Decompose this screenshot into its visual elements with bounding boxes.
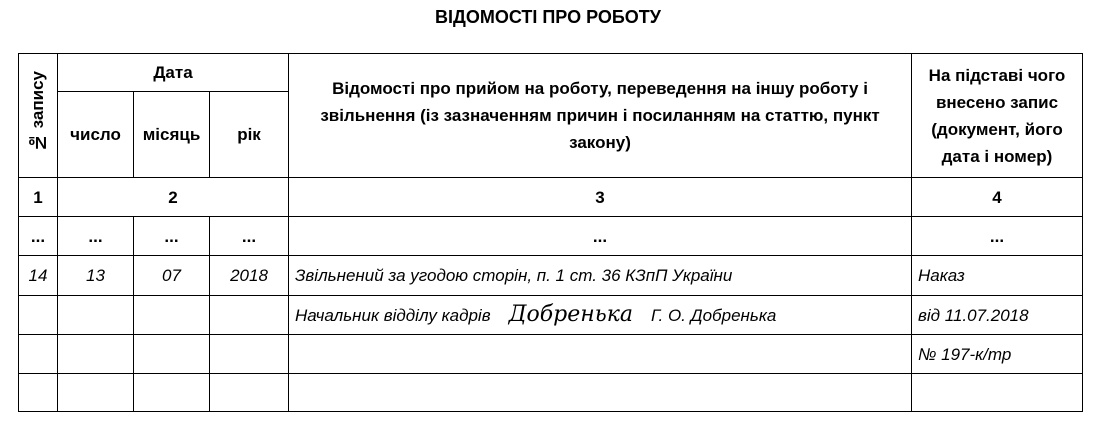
empty-cell: [58, 335, 134, 374]
entry-year: 2018: [210, 256, 289, 296]
ellipsis-cell: ...: [19, 217, 58, 256]
signer-name: Г. О. Добренька: [650, 306, 777, 325]
empty-cell: [210, 296, 289, 335]
empty-cell: [19, 335, 58, 374]
table-row: [19, 296, 1083, 335]
basis-date: від 11.07.2018: [912, 296, 1083, 335]
entry-details: Звільнений за угодою сторін, п. 1 ст. 36 КЗпП України: [289, 256, 912, 296]
basis-order-number: № 197-к/тр: [912, 335, 1083, 374]
ellipsis-cell: ...: [912, 217, 1083, 256]
empty-cell: [19, 296, 58, 335]
column-number-3: 3: [289, 178, 912, 217]
empty-cell: [19, 374, 58, 412]
header-record-no: № запису: [19, 54, 58, 178]
header-date: Дата: [58, 54, 289, 92]
table-row: [19, 335, 1083, 374]
empty-cell: [912, 374, 1083, 412]
empty-cell: [134, 374, 210, 412]
empty-cell: [289, 335, 912, 374]
empty-cell: [134, 296, 210, 335]
handwritten-signature: Добренька: [508, 302, 633, 327]
empty-cell: [58, 296, 134, 335]
ellipsis-cell: ...: [134, 217, 210, 256]
empty-cell: [210, 374, 289, 412]
signer-position: Начальник відділу кадрів: [295, 306, 491, 325]
header-month: місяць: [134, 92, 210, 178]
header-basis: На підставі чого внесено запис (документ, його дата і номер): [912, 54, 1083, 178]
column-number-4: 4: [912, 178, 1083, 217]
signature-line: [289, 296, 912, 335]
header-day: число: [58, 92, 134, 178]
empty-cell: [210, 335, 289, 374]
empty-cell: [58, 374, 134, 412]
work-record-table: [18, 53, 1083, 412]
header-year: рік: [210, 92, 289, 178]
entry-month: 07: [134, 256, 210, 296]
entry-record-no: 14: [19, 256, 58, 296]
table-row: [19, 374, 1083, 412]
empty-cell: [134, 335, 210, 374]
empty-cell: [289, 374, 912, 412]
page-title: ВІДОМОСТІ ПРО РОБОТУ: [435, 7, 661, 27]
header-details: Відомості про прийом на роботу, переведення на іншу роботу і звільнення (із зазначенням причин і посиланням на статтю, пункт закону): [289, 54, 912, 178]
column-number-1: 1: [19, 178, 58, 217]
ellipsis-cell: ...: [58, 217, 134, 256]
ellipsis-cell: ...: [289, 217, 912, 256]
entry-basis: Наказ: [912, 256, 1083, 296]
table-row: [19, 256, 1083, 296]
entry-day: 13: [58, 256, 134, 296]
column-number-2: 2: [58, 178, 289, 217]
ellipsis-cell: ...: [210, 217, 289, 256]
